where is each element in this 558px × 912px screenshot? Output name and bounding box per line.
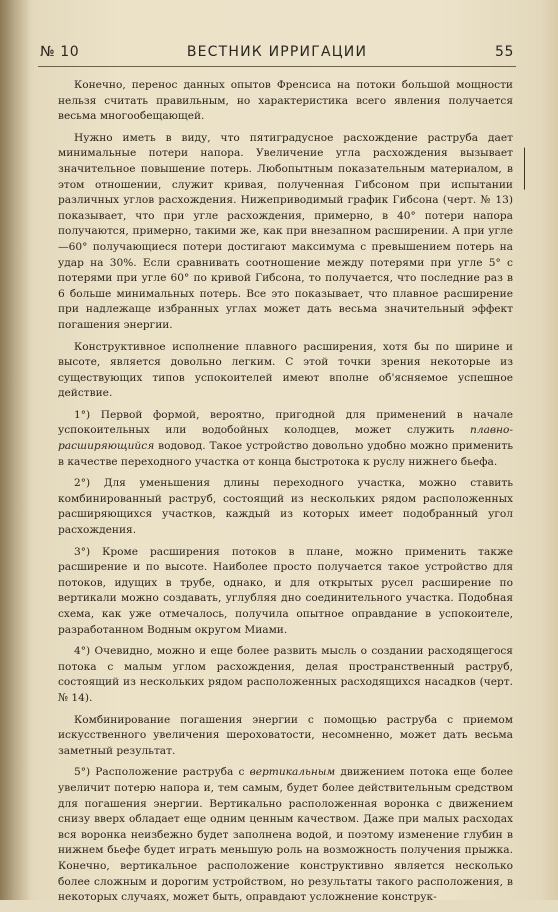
paragraph: Комбинирование погашения энергии с помощью раструба с приемом искусственного увеличения шероховатости, несомненно, может дать весьма заметный результат. bbox=[58, 713, 513, 757]
paragraph: 5°) Расположение раструба с вертикальным движением потока еще более увеличит потерю напора и, тем самым, будет более действительным средством для погашения энергии. Вертикально расположенная воронка с движением снизу вверх обладает еще одним ценным качеством. Даже при малых расходах вся воронка неизбежно будет заполнена водой, и поэтому изменение глубин в нижнем бьефе будет играть меньшую роль на возможность получения прыжка. Конечно, вертикальное расположение конструктивно является несколько более сложным и дорогим устройством, но результаты такого расположения, в некоторых случаях, может быть, оправдают усложнение конструк- bbox=[58, 766, 513, 904]
issue-number: № 10 bbox=[40, 44, 80, 60]
binding-shadow bbox=[0, 0, 30, 900]
paragraph: Нужно иметь в виду, что пятиградусное расхождение раструба дает минимальные потери напора. Увеличение угла расхождения вызывает значительное повышение потерь. Любопытным показательным материалом, в этом отношении, служит кривая, полученная Гибсоном при испытании различных углов расхождения. Нижеприводимый график Гибсона (черт. № 13) показывает, что при угле расхождения, примерно, в 40° потери напора получаются, примерно, такими же, как при внезапном расширении. А при угле—60° получающиеся потери достигают максимума с превышением потерь на удар на 30%. Если сравнивать соотношение между потерями при угле 5° с потерями при угле 60° по кривой Гибсона, то получается, что последние раз в 6 больше минимальных потерь. Все это показывает, что плавное расширение при надлежаще избранных углах может дать весьма значительный эффект погашения энергии. bbox=[58, 131, 513, 331]
page-number: 55 bbox=[494, 44, 514, 60]
paragraph: 2°) Для уменьшения длины переходного участка, можно ставить комбинированный раструб, состоящий из нескольких рядом расположенных расширяющихся участков, каждый из которых имеет подобранный угол расхождения. bbox=[58, 477, 513, 537]
paragraph: 4°) Очевидно, можно и еще более развить мысль о создании расходящегося потока с малым углом расхождения, делая пространственный раструб, состоящий из нескольких рядом расположенных расходящихся насадков (черт. № 14). bbox=[58, 645, 513, 704]
paragraph: Конструктивное исполнение плавного расширения, хотя бы по ширине и высоте, является довольно легким. С этой точки зрения некоторые из существующих типов успокоителей имеют вполне об'ясняемое успешное действие. bbox=[58, 340, 513, 400]
paragraph: 1°) Первой формой, вероятно, пригодной для применений в начале успокоительных или водобойных колодцев, может служить плавно-расширяющийся водовод. Такое устройство довольно удобно можно применить в качестве переходного участка от конца быстротока к руслу нижнего бьефа. bbox=[58, 408, 513, 468]
paragraph: 3°) Кроме расширения потоков в плане, можно применить также расширение и по высоте. Наиболее просто получается такое устройство для потоков, идущих в трубе, однако, и для открытых русел расширение по вертикали можно создавать, углубляя дно соединительного участка. Подобная схема, как уже отмечалось, получила опытное оправдание в успокоителе, разработанном Водным округом Миами. bbox=[58, 545, 513, 636]
article-body bbox=[58, 78, 513, 912]
italic-term: вертикальным bbox=[249, 766, 336, 779]
header-rule bbox=[38, 66, 516, 67]
paragraph: Конечно, перенос данных опытов Френсиса на потоки большой мощности нельзя считать правильным, но характеристика всего явления получается весьма многообещающей. bbox=[58, 79, 513, 123]
running-header bbox=[40, 44, 514, 64]
journal-title: ВЕСТНИК ИРРИГАЦИИ bbox=[186, 44, 368, 60]
margin-mark bbox=[514, 144, 525, 190]
italic-term: плавно-расширяющийся bbox=[58, 424, 513, 453]
